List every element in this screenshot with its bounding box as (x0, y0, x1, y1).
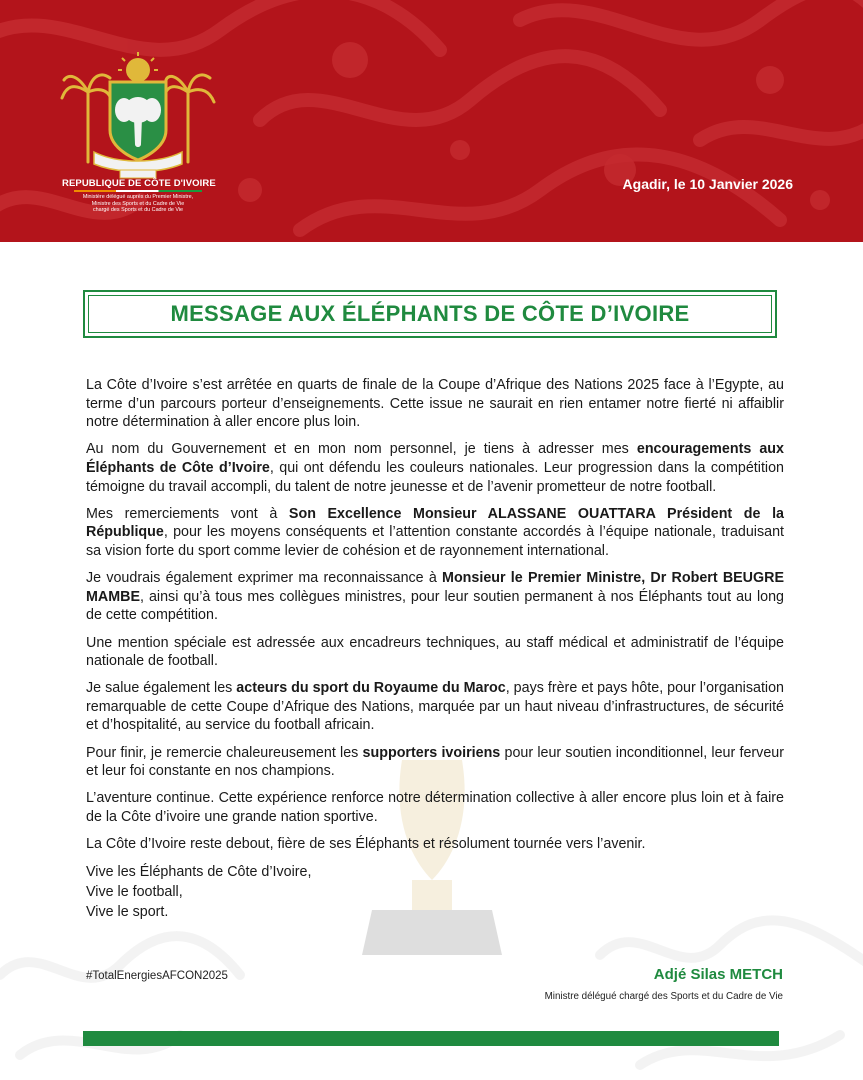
paragraph-4: Je voudrais également exprimer ma reconnaissance à Monsieur le Premier Ministre, Dr Robert BEUGRE MAMBE, ainsi qu’à tous mes collègues ministres, pour leur soutien permanent à nos Éléphants tout au long de cette compétition. (86, 570, 784, 624)
closing-line-1: Vive les Éléphants de Côte d’Ivoire, (86, 864, 312, 881)
ministry-line-3: chargé des Sports et du Cadre de Vie (92, 207, 184, 214)
ministry-line-2: Ministre des Sports et du Cadre de Vie (91, 200, 185, 207)
paragraph-7: Pour finir, je remercie chaleureusement les supporters ivoiriens pour leur soutien inconditionnel, leur ferveur et leur foi constante en nos champions. (86, 744, 784, 780)
header-band (0, 0, 863, 242)
ministry-line-1: Ministère délégué auprès du Premier Ministre, (82, 194, 194, 200)
closing-lines (86, 862, 784, 922)
republic-name: REPUBLIQUE DE CÔTE D'IVOIRE (62, 178, 216, 189)
paragraph-8: L’aventure continue. Cette expérience renforce notre détermination collective à aller encore plus loin et à faire de la Côte d’ivoire une grande nation sportive. (86, 790, 784, 826)
ministry-name (58, 194, 218, 214)
closing-line-2: Vive le football, (86, 884, 183, 901)
closing-line-3: Vive le sport. (86, 904, 169, 921)
paragraph-6: Je salue également les acteurs du sport du Royaume du Maroc, pays frère et pays hôte, pour l’organisation remarquable de cette Coupe d’Afrique des Nations, marquée par un haut niveau d’infrastructures, de sécurité et d’hospitalité, au service du football africain. (86, 680, 785, 734)
national-flag-stripe (74, 190, 202, 192)
paragraph-3: Mes remerciements vont à Son Excellence Monsieur ALASSANE OUATTARA Président de la République, pour les moyens conséquents et l’attention constante accordés à l’équipe nationale, traduisant sa vision forte du sport comme levier de cohésion et de rayonnement international. (86, 505, 784, 559)
paragraph-2: Au nom du Gouvernement et en mon nom personnel, je tiens à adresser mes encouragements aux Éléphants de Côte d’Ivoire, qui ont défendu les couleurs nationales. Leur progression dans la compétition témoigne du travail accompli, du talent de notre jeunesse et de l’avenir prometteur de notre football. (86, 441, 784, 495)
signatory-title: Ministre délégué chargé des Sports et du Cadre de Vie (544, 991, 783, 1002)
footer-green-bar (83, 1031, 779, 1046)
message-body (86, 376, 784, 922)
document-title: MESSAGE AUX ÉLÉPHANTS DE CÔTE D’IVOIRE (170, 301, 690, 326)
signatory-name: Adjé Silas METCH (653, 966, 783, 983)
title-frame (83, 290, 777, 338)
paragraph-5: Une mention spéciale est adressée aux encadreurs techniques, au staff médical et administratif de l’équipe nationale de football. (86, 634, 784, 670)
paragraph-9: La Côte d’Ivoire reste debout, fière de ses Éléphants et résolument tournée vers l’avenir. (86, 836, 646, 853)
paragraph-1: La Côte d’Ivoire s’est arrêtée en quarts de finale de la Coupe d’Afrique des Nations 2025 face à l’Egypte, au terme d’un parcours porteur d’enseignements. Cette issue ne saurait en rien entamer notre fierté ni affaiblir notre détermination à aller encore plus loin. (86, 377, 784, 431)
hashtag: #TotalEnergiesAFCON2025 (86, 970, 228, 982)
ivory-coast-coat-of-arms-icon (58, 52, 218, 180)
place-and-date: Agadir, le 10 Janvier 2026 (622, 176, 793, 192)
